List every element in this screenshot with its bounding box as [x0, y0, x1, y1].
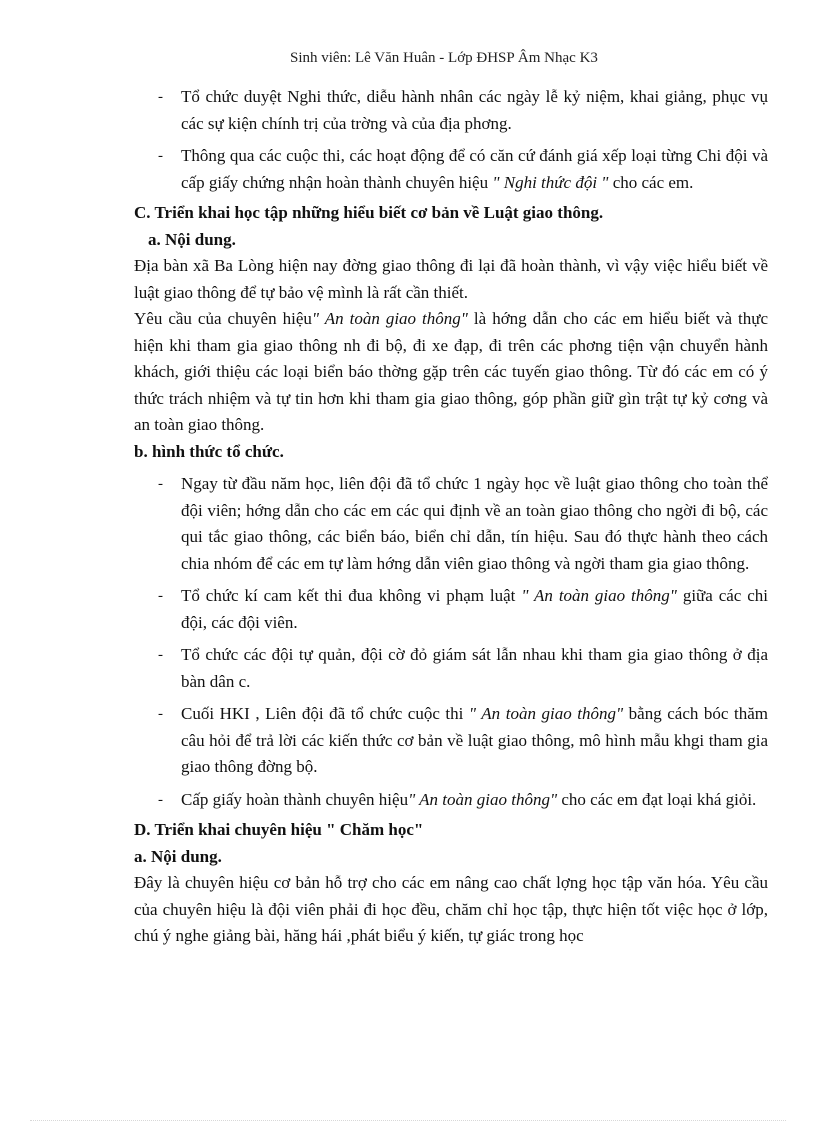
list-item-emphasis: " An toàn giao thông" — [521, 586, 677, 605]
list-item-text: Tổ chức duyệt Nghi thức, diễu hành nhân các ngày lễ kỷ niệm, khai giảng, phục vụ các sự kiện chính trị của trờng và của địa phơng. — [181, 87, 768, 133]
bullet-dash: - — [158, 706, 163, 722]
list-item-text-tail: giữa các chi đội, các đội viên. — [181, 586, 768, 632]
paragraph-text: Yêu cầu của chuyên hiệu — [134, 309, 312, 328]
document-body — [134, 84, 768, 950]
list-item-text: Thông qua các cuộc thi, các hoạt động để có căn cứ đánh giá xếp loại từng Chi đội và cấp giấy chứng nhận hoàn thành chuyên hiệu — [181, 146, 768, 192]
list-item-emphasis: " An toàn giao thông" — [468, 704, 624, 723]
page-header: Sinh viên: Lê Văn Huân - Lớp ĐHSP Âm Nhạc K3 — [290, 50, 598, 66]
list-item — [134, 642, 768, 695]
page-bottom-divider — [30, 1120, 786, 1121]
section-c-subheading-b: b. hình thức tổ chức. — [134, 441, 284, 461]
paragraph-emphasis: " An toàn giao thông" — [311, 309, 468, 328]
list-item-emphasis: " An toàn giao thông" — [408, 789, 558, 809]
list-item-text: Cấp giấy hoàn thành chuyên hiệu — [181, 789, 409, 809]
section-c-paragraph-2 — [134, 306, 768, 439]
bullet-dash: - — [158, 791, 163, 808]
list-item — [134, 84, 768, 137]
list-item-emphasis: " Nghi thức đội " — [492, 172, 609, 192]
list-item-text-tail: cho các em đạt loại khá giỏi. — [557, 789, 757, 809]
bullet-dash: - — [158, 148, 163, 164]
list-item-text: Tổ chức kí cam kết thi đua không vi phạm luật — [181, 586, 522, 605]
list-item — [134, 583, 768, 636]
bullet-dash: - — [158, 476, 163, 492]
bullet-dash: - — [158, 89, 163, 105]
list-item-text: Cuối HKI , Liên đội đã tổ chức cuộc thi — [181, 704, 469, 723]
bullet-list-2 — [134, 471, 768, 813]
list-item — [134, 701, 768, 781]
list-item — [134, 471, 768, 577]
section-d-title: D. Triển khai chuyên hiệu " Chăm học" — [134, 820, 424, 839]
list-item-text-tail: bằng cách bóc thăm câu hỏi để trả lời các kiến thức cơ bản về luật giao thông, mô hình mẫu khgi tham gia giao thông đờng bộ. — [181, 704, 768, 776]
section-c-subheading-a: a. Nội dung. — [148, 229, 236, 249]
list-item-text-tail: cho các em. — [608, 172, 694, 192]
section-c-title: C. Triển khai học tập những hiểu biết cơ bản về Luật giao thông. — [134, 203, 604, 222]
bullet-dash: - — [158, 588, 163, 604]
bullet-dash: - — [158, 647, 163, 663]
paragraph-text-tail: là hớng dẫn cho các em hiểu biết và thực hiện khi tham gia giao thông nh đi bộ, đi xe đạp, đi trên các phơng tiện vận chuyển hành khách, giới thiệu các loại biển báo thờng gặp trên các tuyến giao thông. Từ đó các em có ý thức trách nhiệm và tự tin hơn khi tham gia giao thông, góp phần giữ gìn trật tự kỷ cơng và an toàn giao thông. — [134, 309, 768, 434]
list-item-text: Tổ chức các đội tự quản, đội cờ đỏ giám sát lẫn nhau khi tham gia giao thông ở địa bàn dân c. — [181, 645, 768, 691]
list-item — [134, 787, 768, 814]
section-d-paragraph-1: Đây là chuyên hiệu cơ bản hỗ trợ cho các em nâng cao chất lợng học tập văn hóa. Yêu cầu của chuyên hiệu là đội viên phải đi học đều, chăm chỉ học tập, thực hiện tốt việc học ở lớp, chú ý nghe giảng bài, hăng hái ,phát biểu ý kiến, tự giác trong học — [134, 873, 768, 945]
bullet-list-1 — [134, 84, 768, 196]
list-item-text: Ngay từ đầu năm học, liên đội đã tổ chức 1 ngày học về luật giao thông cho toàn thể đội viên; hớng dẫn cho các em các qui định về an toàn giao thông cho ngời đi bộ, các qui tắc giao thông, các biển báo, biển chỉ dẫn, tín hiệu. Sau đó thực hành theo cách chia nhóm để các em tự làm hớng dẫn viên giao thông và ngời tham gia giao thông. — [181, 474, 768, 573]
section-d-subheading-a: a. Nội dung. — [134, 846, 222, 866]
list-item — [134, 143, 768, 196]
section-c-paragraph-1: Địa bàn xã Ba Lòng hiện nay đờng giao thông đi lại đã hoàn thành, vì vậy việc hiểu biết về luật giao thông để tự bảo vệ mình là rất cần thiết. — [134, 256, 768, 302]
